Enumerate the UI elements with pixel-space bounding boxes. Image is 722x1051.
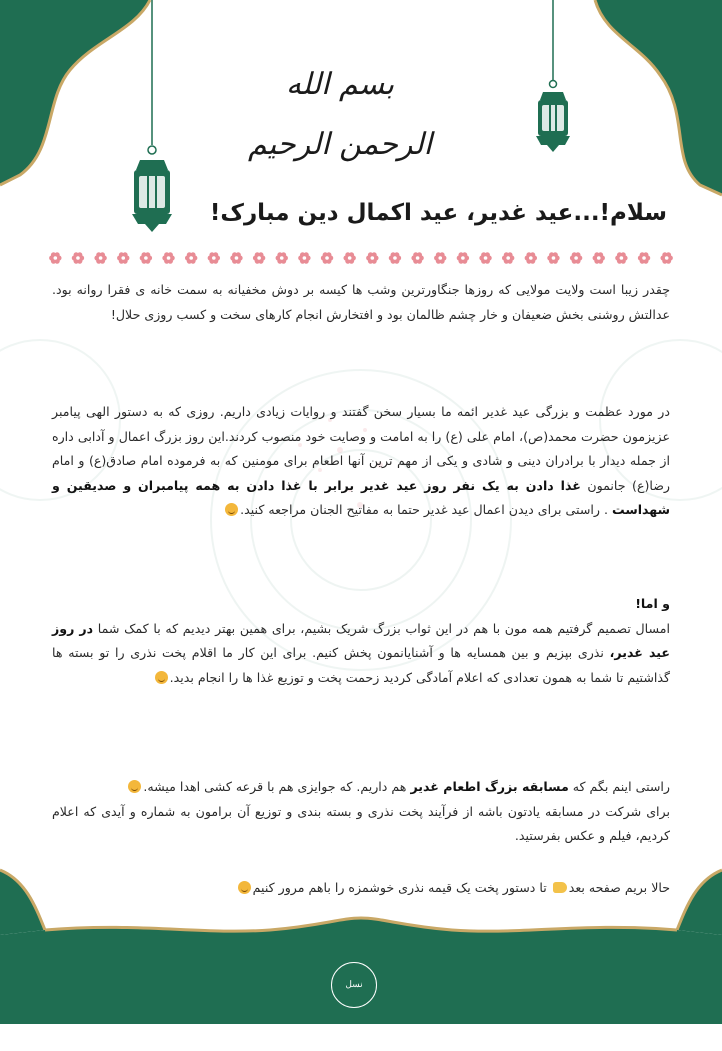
lantern-left-icon (132, 0, 172, 232)
paragraph-contest-text: راستی اینم بگم که (568, 779, 670, 794)
footer-logo: نسل المهدی (331, 962, 377, 1008)
flower-divider (44, 248, 678, 268)
flower-icon (343, 252, 355, 263)
basmala-calligraphy: بسم الله الرحمن الرحیم (248, 67, 432, 162)
paragraph-next-page-text: حالا بریم صفحه بعد (568, 880, 670, 895)
flower-icon (162, 252, 174, 263)
flower-icon (253, 252, 265, 263)
paragraph-intro-text: چقدر زیبا است ولایت مولایی که روزها جنگاورترین وشب ها کیسه بر دوش مخفیانه به سمت خانه ی فقرا روانه بود. عدالتش روشنی بخش ضعیفان و خار چشم ظالمان بود و افتخارش انجام کارهای سخت و کسب روزی حلال! (52, 282, 670, 322)
flower-icon (389, 252, 401, 263)
flower-icon (208, 252, 220, 263)
paragraph-intro (52, 278, 670, 327)
flower-icon (593, 252, 605, 263)
paragraph-next-page-end: تا دستور پخت یک قیمه نذری خوشمزه را باهم مرور کنیم (252, 880, 551, 895)
corner-top-right (595, 0, 722, 195)
corner-top-left (0, 0, 150, 185)
paragraph-contest-bold: مسابقه بزرگ اطعام غدیر (410, 779, 569, 794)
page-title: سلام!...عید غدیر، عید اکمال دین مبارک! (209, 200, 667, 226)
smile-emoji-icon (225, 503, 238, 516)
paragraph-contest-instructions: برای شرکت در مسابقه یادتون باشه از فرآیند پخت نذری و بسته بندی و توزیع آن برامون به شماره و آیدی که اعلام کردیم، فیلم و عکس بفرستید. (52, 803, 670, 843)
paragraph-ghadir (52, 400, 670, 523)
paragraph-next-page (52, 876, 670, 901)
flower-icon (525, 252, 537, 263)
paragraph-ghadir-end: . راستی برای دیدن اعمال عید غدیر حتما به مفاتیح الجنان مراجعه کنید. (240, 502, 612, 517)
flower-icon (660, 252, 672, 263)
flower-icon (547, 252, 559, 263)
paragraph-contest-end: هم داریم. که جوایزی هم با قرعه کشی اهدا میشه. (143, 779, 411, 794)
flower-icon (298, 252, 310, 263)
paragraph-announcement (52, 592, 670, 690)
flower-icon (366, 252, 378, 263)
paragraph-contest (52, 775, 670, 849)
flower-icon (502, 252, 514, 263)
flower-icon (72, 252, 84, 263)
flower-icon (411, 252, 423, 263)
flower-icon (570, 252, 582, 263)
paragraph-ghadir-text: در مورد عظمت و بزرگی عید غدیر ائمه ما بسیار سخن گفتند و روایات زیادی داریم. روزی که به دستور الهی پیامبر عزیزمون حضرت محمد(ص)، امام علی (ع) را به امامت و وصایت خود منصوب کردند.این روز بزرگ اعمال و آدابی داره از جمله دیدار با برادران دینی و شادی و یکی از مهم ترین آنها اطعام برای مومنین که به فرموده امام صادق(ع) و امام رضا(ع) جانمون (52, 404, 670, 493)
flower-icon (434, 252, 446, 263)
corner-bottom-right (677, 870, 722, 935)
flower-icon (94, 252, 106, 263)
flower-icon (615, 252, 627, 263)
flower-icon (49, 252, 61, 263)
pointing-hand-icon (553, 882, 567, 893)
paragraph-announcement-heading: و اما! (635, 596, 670, 611)
flower-icon (457, 252, 469, 263)
paragraph-ghadir-bold: غذا دادن به یک نفر روز عید غدیر برابر با غذا دادن به همه پیامبران و صدیقین و شهداست (52, 477, 670, 517)
flower-icon (230, 252, 242, 263)
corner-bottom-left (0, 870, 45, 935)
flower-icon (321, 252, 333, 263)
flower-icon (276, 252, 288, 263)
smile-emoji-icon (238, 881, 251, 894)
flower-icon (185, 252, 197, 263)
flower-icon (638, 252, 650, 263)
paragraph-announcement-bold: در روز عید غدیر، (52, 620, 670, 660)
smile-emoji-icon (155, 671, 168, 684)
smile-emoji-icon (128, 780, 141, 793)
paragraph-announcement-text: امسال تصمیم گرفتیم همه مون با هم در این ثواب بزرگ شریک بشیم، برای همین بهتر دیدیم که با کمک شما (93, 620, 670, 636)
lantern-right-icon (536, 0, 570, 152)
flower-icon (479, 252, 491, 263)
flower-icon (117, 252, 129, 263)
paragraph-announcement-end: نذری بپزیم و بین همسایه ها و آشنایانمون پخش کنیم. برای این کار ما اقلام پخت نذری را تو بسته ها گذاشتیم تا شما به همون تعدادی که اعلام آمادگی کردید زحمت پخت و توزیع غذا ها را انجام بدید. (52, 645, 670, 685)
flower-icon (140, 252, 152, 263)
